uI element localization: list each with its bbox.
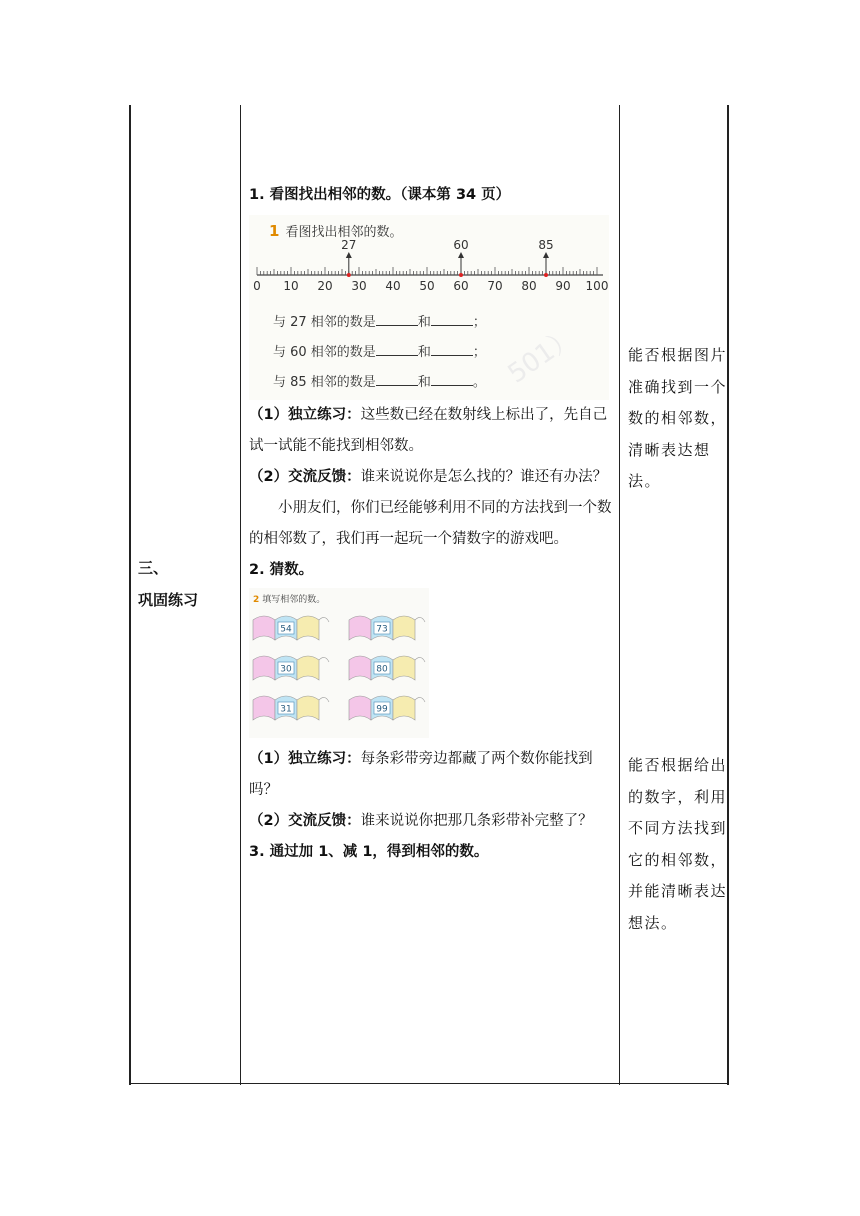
section-label [138,552,198,616]
ribbon-number: 73 [376,624,388,635]
ribbon-number: 31 [280,704,292,715]
marker-arrowhead [543,252,549,258]
table-divider-2 [619,105,620,1085]
fill-line-27: 与 27 相邻的数是 和 ； [273,315,486,330]
tick-label: 20 [317,279,333,293]
marker-label: 27 [341,239,357,252]
number-line [249,239,609,309]
transition-paragraph: 小朋友们，你们已经能够利用不同的方法找到一个数的相邻数了，我们再一起玩一个猜数字的游戏吧。 [249,500,612,547]
task1-step2: （2）交流反馈：谁来说说你是怎么找的？谁还有办法？ [249,469,608,485]
tick-label: 30 [351,279,367,293]
marker-label: 85 [538,239,554,252]
ribbon-number: 80 [376,664,388,675]
ribbon-tail [415,697,425,702]
ribbon-left-blank [349,616,371,640]
ribbon-left-blank [253,656,275,680]
watermark: 501） [503,321,583,390]
ribbon-tail [319,617,329,622]
ribbon-tail [415,657,425,662]
table-divider-1 [240,105,241,1085]
figure2-title: 2 填写相邻的数。 [253,595,326,605]
tick-label: 0 [253,279,261,293]
ribbon-tail [319,697,329,702]
note-1: 能否根据图片准确找到一个数的相邻数，清晰表达想法。 [628,346,728,490]
marker-label: 60 [453,239,469,252]
ribbons [249,588,429,738]
marker-arrowhead [346,252,352,258]
tick-label: 40 [385,279,401,293]
tick-label: 90 [555,279,571,293]
section-name: 巩固练习 [138,591,199,609]
figure1-number: 1 [269,222,280,240]
ribbon-tail [415,617,425,622]
ribbon-right-blank [393,616,415,640]
tick-label: 10 [283,279,299,293]
ribbon-right-blank [297,656,319,680]
answer-blank[interactable] [431,343,473,356]
table-border-left [129,105,131,1085]
task3-heading: 3. 通过加 1、减 1，得到相邻的数。 [249,844,489,860]
answer-blank[interactable] [376,373,418,386]
main-content [249,180,615,868]
task2-step2: （2）交流反馈：谁来说说你把那几条彩带补完整了？ [249,813,593,829]
note-2: 能否根据给出的数字，利用不同方法找到它的相邻数，并能清晰表达想法。 [628,756,728,932]
task2-step1: （1）独立练习：每条彩带旁边都藏了两个数你能找到吗？ [249,751,593,798]
ribbon-right-blank [393,696,415,720]
number-line-figure [249,215,609,400]
answer-blank[interactable] [376,313,418,326]
marker-arrowhead [458,252,464,258]
fill-line-85: 与 85 相邻的数是 和 。 [273,375,486,390]
section-number: 三、 [138,559,169,577]
tick-label: 50 [419,279,435,293]
marker-point [459,273,463,277]
ribbon-number: 99 [376,704,388,715]
answer-blank[interactable] [431,313,473,326]
fill-line-60: 与 60 相邻的数是 和 ； [273,345,486,360]
table-border-bottom [129,1083,729,1084]
marker-point [347,273,351,277]
ribbon-right-blank [393,656,415,680]
figure1-title: 1 看图找出相邻的数。 [269,222,403,240]
ribbon-left-blank [253,696,275,720]
task1-heading: 1. 看图找出相邻的数。（课本第 34 页） [249,187,511,203]
ribbon-right-blank [297,696,319,720]
answer-blank[interactable] [376,343,418,356]
figure2-number: 2 [253,595,260,605]
task1-step1: （1）独立练习：这些数已经在数射线上标出了，先自己试一试能不能找到相邻数。 [249,407,608,454]
ribbon-tail [319,657,329,662]
ribbon-number: 54 [280,624,292,635]
tick-label: 60 [453,279,469,293]
ribbon-left-blank [253,616,275,640]
ribbon-left-blank [349,696,371,720]
tick-label: 100 [585,279,609,293]
tick-label: 80 [521,279,537,293]
task2-heading: 2. 猜数。 [249,562,314,578]
ribbon-figure [249,588,429,738]
tick-label: 70 [487,279,503,293]
ribbon-left-blank [349,656,371,680]
ribbon-right-blank [297,616,319,640]
answer-blank[interactable] [431,373,473,386]
marker-point [544,273,548,277]
ribbon-number: 30 [280,664,292,675]
